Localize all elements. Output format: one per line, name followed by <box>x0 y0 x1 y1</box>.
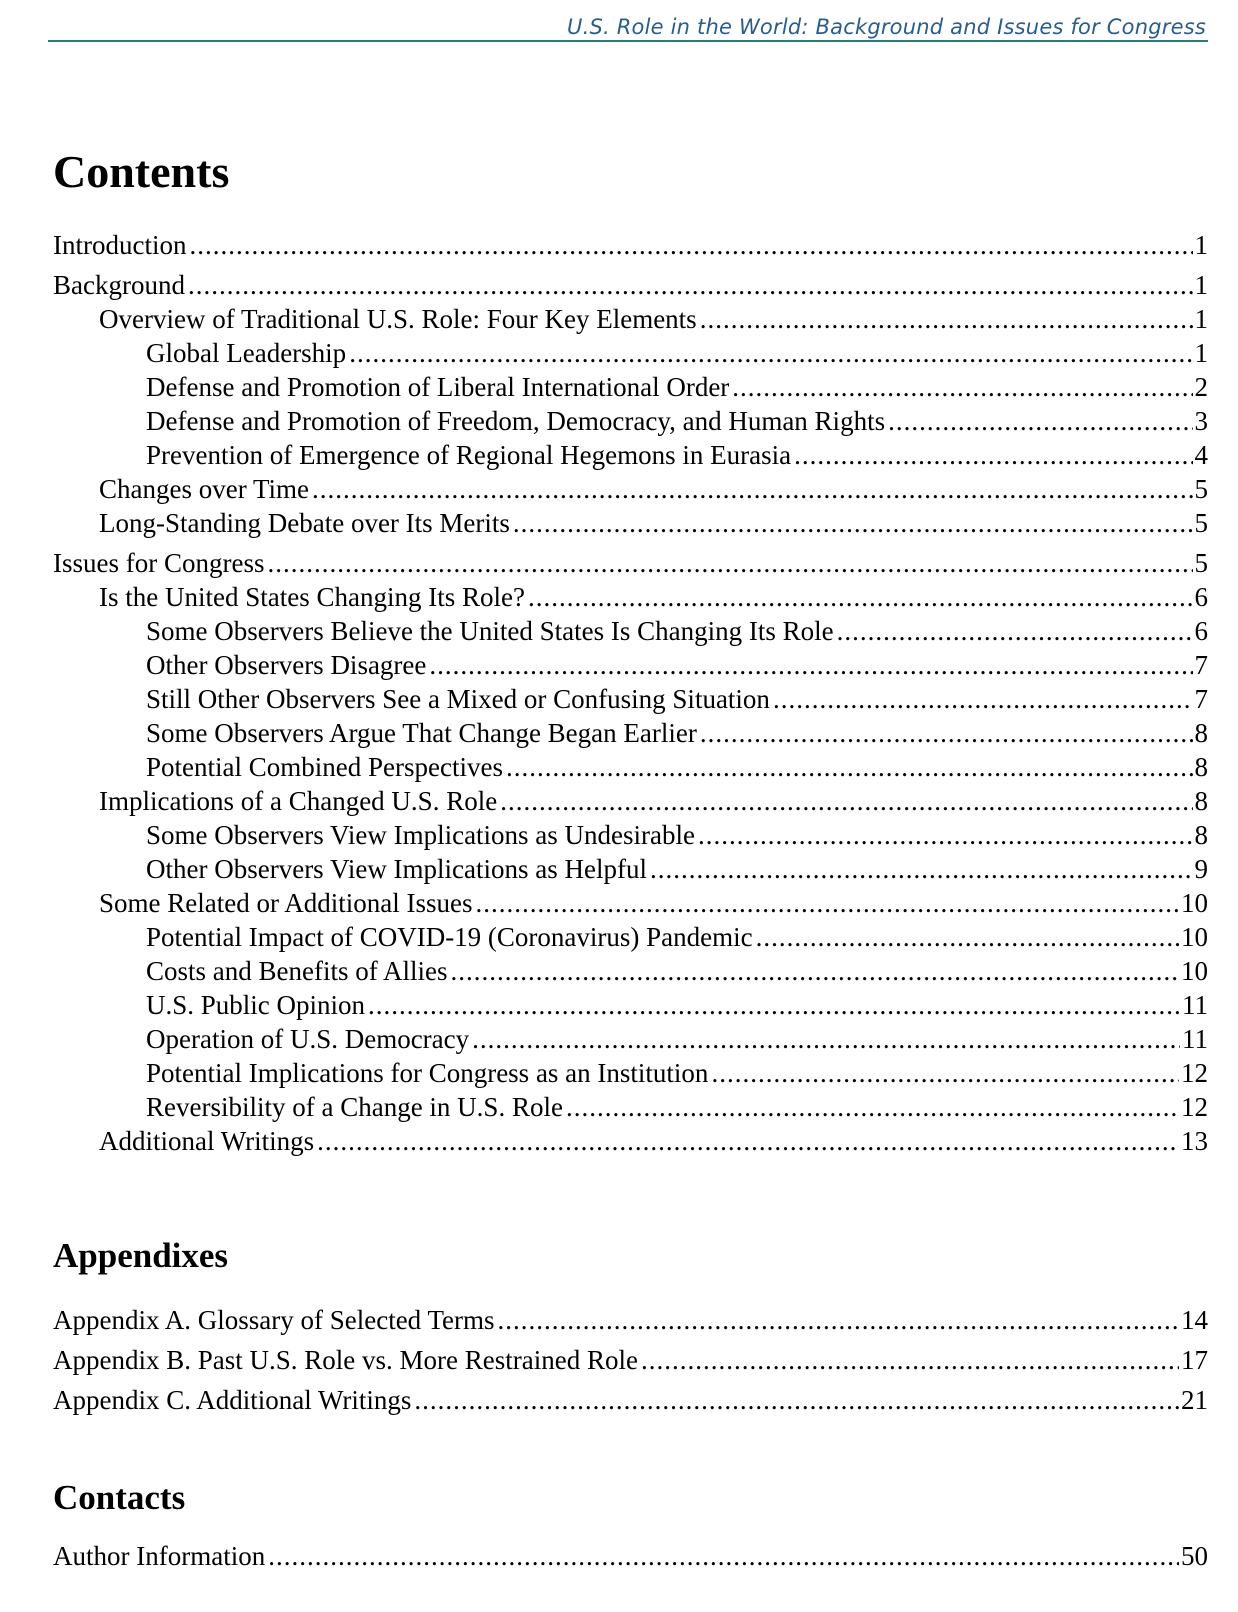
toc-entry-page-number: 12 <box>1181 1058 1208 1088</box>
toc-entry[interactable] <box>53 336 1208 370</box>
contents-list <box>53 228 1208 1158</box>
dot-leader <box>650 852 1192 886</box>
toc-entry[interactable] <box>53 302 1208 336</box>
appendixes-list <box>53 1300 1208 1420</box>
toc-entry-page-number: 1 <box>1194 230 1208 260</box>
toc-entry-title: Appendix B. Past U.S. Role vs. More Restrained Role <box>53 1345 638 1375</box>
dot-leader <box>506 750 1193 784</box>
dot-leader <box>472 1022 1180 1056</box>
toc-entry-page-number: 1 <box>1194 338 1208 368</box>
toc-entry[interactable] <box>53 648 1208 682</box>
toc-entry[interactable] <box>53 750 1208 784</box>
toc-entry-page-number: 9 <box>1194 854 1208 884</box>
toc-entry[interactable] <box>53 954 1208 988</box>
toc-entry-title: Costs and Benefits of Allies <box>146 956 448 986</box>
toc-entry-page-number: 8 <box>1194 786 1208 816</box>
toc-entry-title: Global Leadership <box>146 338 347 368</box>
toc-entry-title: Is the United States Changing Its Role? <box>99 582 525 612</box>
toc-entry[interactable] <box>53 370 1208 404</box>
toc-entry-title: Appendix C. Additional Writings <box>53 1385 412 1415</box>
toc-entry-title: Some Observers Argue That Change Began Earlier <box>146 718 697 748</box>
dot-leader <box>368 988 1180 1022</box>
toc-entry-page-number: 7 <box>1194 650 1208 680</box>
dot-leader <box>189 228 1192 262</box>
toc-entry-title: Other Observers Disagree <box>146 650 427 680</box>
toc-entry-page-number: 50 <box>1181 1541 1208 1571</box>
toc-entry-title: Additional Writings <box>99 1126 315 1156</box>
toc-entry[interactable] <box>53 1090 1208 1124</box>
dot-leader <box>732 370 1192 404</box>
toc-entry-page-number: 12 <box>1181 1092 1208 1122</box>
toc-entry-title: Reversibility of a Change in U.S. Role <box>146 1092 563 1122</box>
toc-entry[interactable] <box>53 506 1208 540</box>
dot-leader <box>268 1539 1179 1573</box>
dot-leader <box>498 1300 1179 1340</box>
dot-leader <box>414 1380 1179 1420</box>
dot-leader <box>566 1090 1179 1124</box>
toc-entry-page-number: 10 <box>1181 888 1208 918</box>
dot-leader <box>349 336 1192 370</box>
toc-entry-page-number: 6 <box>1194 582 1208 612</box>
toc-entry-page-number: 1 <box>1194 304 1208 334</box>
toc-entry-title: Introduction <box>53 230 187 260</box>
toc-entry-page-number: 21 <box>1181 1385 1208 1415</box>
toc-entry-title: Potential Impact of COVID-19 (Coronavirus) Pandemic <box>146 922 753 952</box>
toc-entry-title: Some Observers Believe the United States Is Changing Its Role <box>146 616 834 646</box>
toc-entry-page-number: 8 <box>1194 820 1208 850</box>
dot-leader <box>317 1124 1179 1158</box>
toc-entry[interactable] <box>53 852 1208 886</box>
dot-leader <box>475 886 1179 920</box>
toc-entry[interactable] <box>53 580 1208 614</box>
toc-entry[interactable] <box>53 682 1208 716</box>
dot-leader <box>641 1340 1179 1380</box>
appendixes-heading: Appendixes <box>53 1236 229 1275</box>
toc-entry[interactable] <box>53 614 1208 648</box>
toc-entry-title: Appendix A. Glossary of Selected Terms <box>53 1305 495 1335</box>
dot-leader <box>837 614 1193 648</box>
toc-entry-title: Potential Combined Perspectives <box>146 752 503 782</box>
contacts-list <box>53 1539 1208 1573</box>
dot-leader <box>188 268 1193 302</box>
toc-entry[interactable] <box>53 546 1208 580</box>
toc-entry[interactable] <box>53 784 1208 818</box>
toc-entry[interactable] <box>53 1300 1208 1340</box>
toc-entry-page-number: 8 <box>1194 752 1208 782</box>
toc-entry-page-number: 4 <box>1194 440 1208 470</box>
toc-entry-title: Defense and Promotion of Freedom, Democracy, and Human Rights <box>146 406 886 436</box>
toc-entry-title: Prevention of Emergence of Regional Hegemons in Eurasia <box>146 440 792 470</box>
contents-heading: Contents <box>53 146 230 197</box>
toc-entry-page-number: 14 <box>1181 1305 1208 1335</box>
toc-entry-title: Author Information <box>53 1541 266 1571</box>
toc-entry-title: Potential Implications for Congress as an Institution <box>146 1058 709 1088</box>
dot-leader <box>429 648 1192 682</box>
toc-entry-title: Overview of Traditional U.S. Role: Four Key Elements <box>99 304 697 334</box>
dot-leader <box>794 438 1192 472</box>
toc-entry[interactable] <box>53 404 1208 438</box>
dot-leader <box>756 920 1179 954</box>
dot-leader <box>500 784 1192 818</box>
toc-entry-page-number: 8 <box>1194 718 1208 748</box>
toc-entry-page-number: 5 <box>1194 548 1208 578</box>
running-header: U.S. Role in the World: Background and Issues for Congress <box>48 14 1208 42</box>
toc-entry[interactable] <box>53 920 1208 954</box>
toc-entry[interactable] <box>53 1539 1208 1573</box>
dot-leader <box>711 1056 1179 1090</box>
toc-entry-page-number: 5 <box>1194 474 1208 504</box>
toc-entry-title: Implications of a Changed U.S. Role <box>99 786 498 816</box>
dot-leader <box>773 682 1193 716</box>
toc-entry[interactable] <box>53 1124 1208 1158</box>
toc-entry[interactable] <box>53 228 1208 262</box>
toc-entry[interactable] <box>53 988 1208 1022</box>
toc-entry-title: Some Related or Additional Issues <box>99 888 473 918</box>
toc-entry-title: Other Observers View Implications as Helpful <box>146 854 648 884</box>
contacts-heading: Contacts <box>53 1478 186 1517</box>
toc-entry[interactable] <box>53 268 1208 302</box>
dot-leader <box>700 302 1193 336</box>
toc-entry[interactable] <box>53 1022 1208 1056</box>
toc-entry[interactable] <box>53 886 1208 920</box>
toc-entry-title: Changes over Time <box>99 474 310 504</box>
dot-leader <box>312 472 1192 506</box>
toc-entry-page-number: 17 <box>1181 1345 1208 1375</box>
toc-entry[interactable] <box>53 1340 1208 1380</box>
toc-entry[interactable] <box>53 1380 1208 1420</box>
toc-entry-page-number: 2 <box>1194 372 1208 402</box>
toc-entry-page-number: 10 <box>1181 922 1208 952</box>
dot-leader <box>888 404 1192 438</box>
toc-entry-page-number: 11 <box>1182 1024 1208 1054</box>
dot-leader <box>450 954 1179 988</box>
toc-entry-page-number: 1 <box>1194 270 1208 300</box>
toc-entry-title: Issues for Congress <box>53 548 265 578</box>
toc-entry-title: Still Other Observers See a Mixed or Confusing Situation <box>146 684 770 714</box>
toc-entry-page-number: 3 <box>1194 406 1208 436</box>
toc-entry-title: Some Observers View Implications as Undesirable <box>146 820 696 850</box>
toc-entry-page-number: 7 <box>1194 684 1208 714</box>
toc-entry-title: Defense and Promotion of Liberal International Order <box>146 372 730 402</box>
dot-leader <box>700 716 1193 750</box>
toc-entry[interactable] <box>53 1056 1208 1090</box>
toc-entry-page-number: 5 <box>1194 508 1208 538</box>
toc-entry[interactable] <box>53 438 1208 472</box>
toc-entry-page-number: 11 <box>1182 990 1208 1020</box>
toc-entry-page-number: 6 <box>1194 616 1208 646</box>
dot-leader <box>528 580 1193 614</box>
toc-entry-page-number: 13 <box>1181 1126 1208 1156</box>
toc-entry-title: Operation of U.S. Democracy <box>146 1024 470 1054</box>
toc-entry-title: U.S. Public Opinion <box>146 990 366 1020</box>
toc-entry-title: Long-Standing Debate over Its Merits <box>99 508 510 538</box>
dot-leader <box>513 506 1193 540</box>
toc-entry-page-number: 10 <box>1181 956 1208 986</box>
dot-leader <box>267 546 1192 580</box>
toc-entry[interactable] <box>53 716 1208 750</box>
toc-entry-title: Background <box>53 270 185 300</box>
dot-leader <box>698 818 1192 852</box>
toc-entry[interactable] <box>53 818 1208 852</box>
toc-entry[interactable] <box>53 472 1208 506</box>
